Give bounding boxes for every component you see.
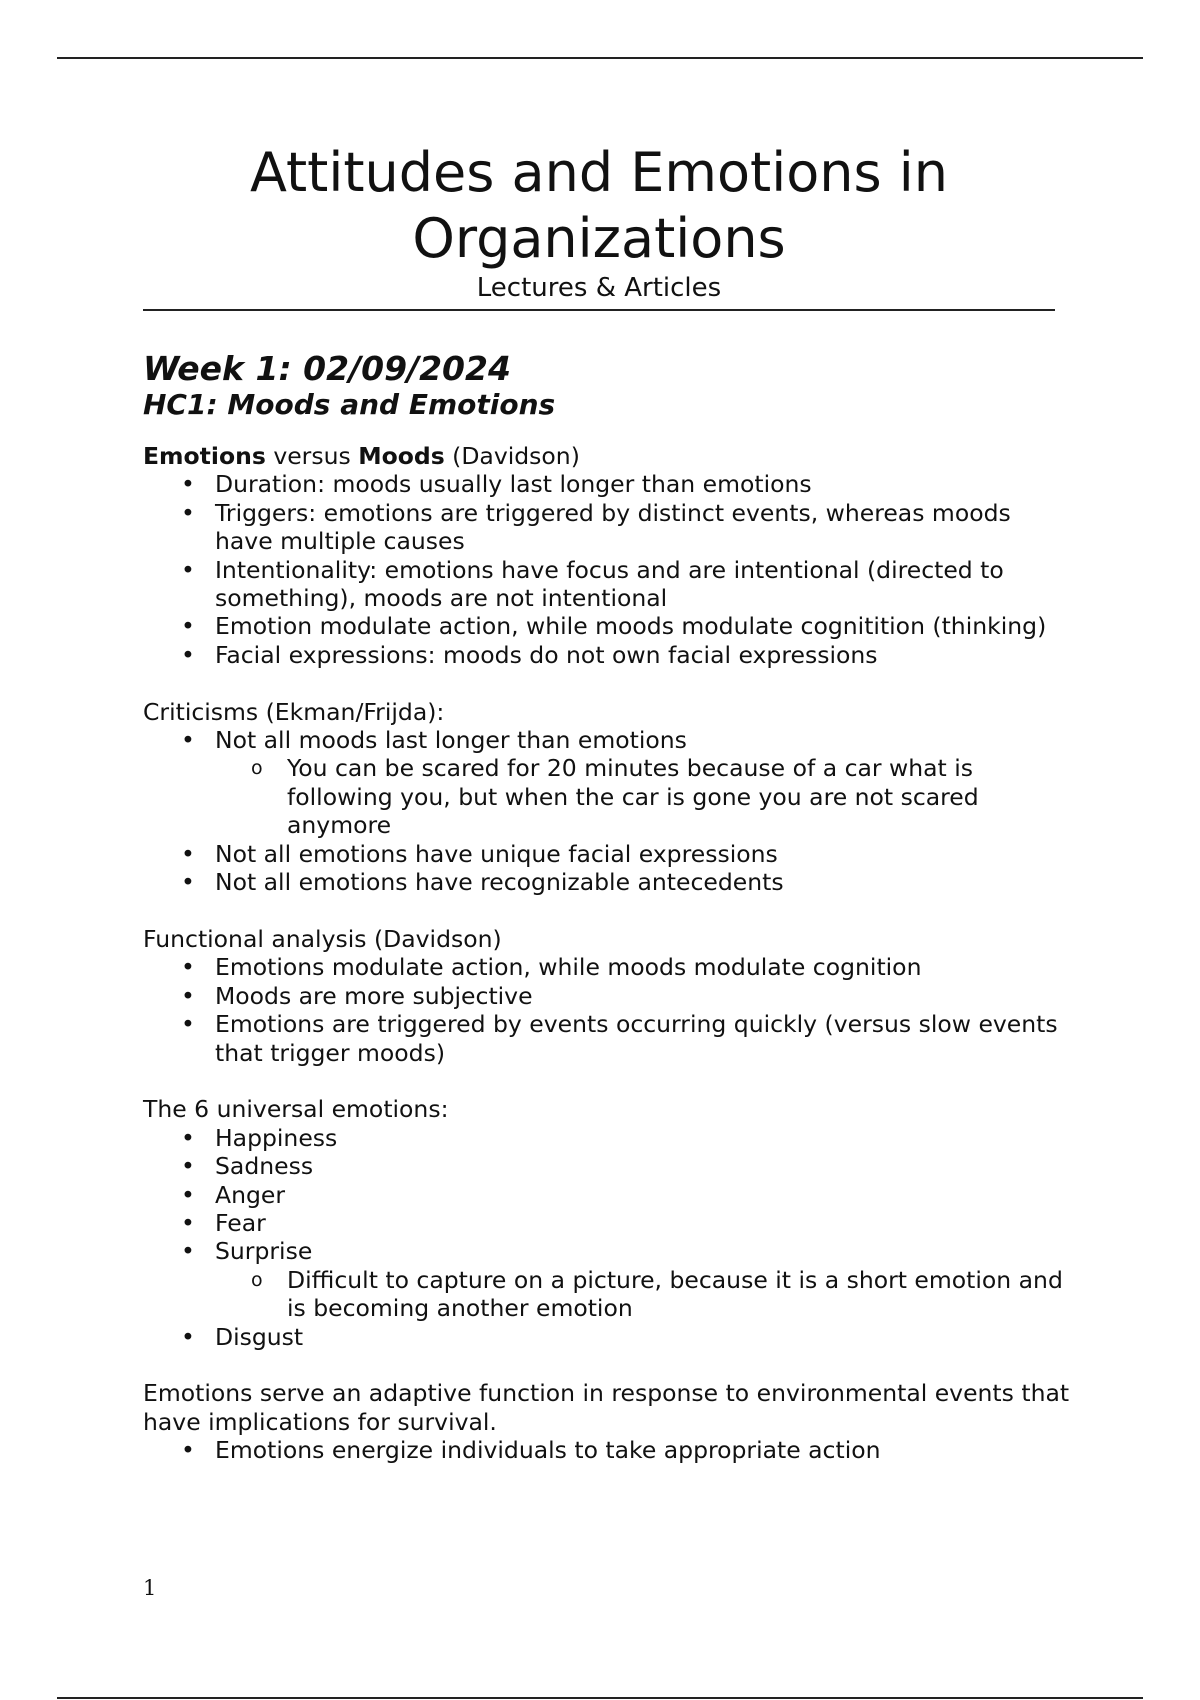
- bullet-icon: •: [181, 1010, 195, 1039]
- list-item-text: Emotion modulate action, while moods modulate cognitition (thinking): [215, 612, 1047, 641]
- list-item-text: Moods are more subjective: [215, 981, 533, 1010]
- list-item: [181, 1180, 1073, 1209]
- list-item: [181, 981, 1073, 1010]
- list-item-text: Emotions energize individuals to take appropriate action: [215, 1436, 881, 1465]
- emotions-term: Emotions: [143, 442, 266, 470]
- document-body: [143, 350, 1073, 1465]
- sub-list: [215, 754, 1073, 839]
- list-item-text: Triggers: emotions are triggered by distinct events, whereas moods have multiple causes: [215, 498, 1011, 556]
- sub-bullet-icon: o: [251, 757, 263, 780]
- bullet-icon: •: [181, 555, 195, 584]
- sub-list-item-text: You can be scared for 20 minutes because of a car what is following you, but when the car is gone you are not scared anymore: [287, 754, 979, 840]
- moods-term: Moods: [358, 442, 445, 470]
- bottom-border-line: [57, 1697, 1143, 1699]
- functional-analysis-heading: Functional analysis (Davidson): [143, 924, 502, 953]
- list-item: [181, 1237, 1073, 1323]
- list-item: [181, 640, 1073, 669]
- universal-emotions-heading: The 6 universal emotions:: [143, 1095, 449, 1124]
- emotions-vs-moods-heading: [143, 442, 1073, 470]
- adaptive-function-list: [143, 1436, 1073, 1464]
- bullet-icon: •: [181, 839, 195, 868]
- list-item: [181, 470, 1073, 499]
- document-title-block: [143, 140, 1055, 304]
- document-subtitle: Lectures & Articles: [476, 273, 722, 303]
- bullet-icon: •: [181, 470, 195, 499]
- title-line-2: Organizations: [412, 207, 786, 270]
- source-text: (Davidson): [444, 442, 580, 470]
- list-item: [181, 555, 1073, 613]
- sub-bullet-icon: o: [251, 1268, 263, 1291]
- list-item: [181, 868, 1073, 897]
- list-item-text: Emotions modulate action, while moods modulate cognition: [215, 953, 922, 982]
- list-item-text: Happiness: [215, 1123, 338, 1152]
- title-line-1: Attitudes and Emotions in: [249, 141, 949, 204]
- list-item-text: Disgust: [215, 1322, 304, 1351]
- top-border-line: [57, 57, 1143, 59]
- list-item-text: Surprise: [215, 1237, 313, 1266]
- list-item: [181, 1322, 1073, 1351]
- bullet-icon: •: [181, 1237, 195, 1266]
- bullet-icon: •: [181, 868, 195, 897]
- sub-list: [215, 1266, 1073, 1323]
- bullet-icon: •: [181, 1123, 195, 1152]
- bullet-icon: •: [181, 1180, 195, 1209]
- title-underline: [143, 309, 1055, 311]
- list-item-text: Not all emotions have recognizable antecedents: [215, 868, 784, 897]
- bullet-icon: •: [181, 1208, 195, 1237]
- list-item-text: Fear: [215, 1208, 266, 1237]
- bullet-icon: •: [181, 726, 195, 755]
- universal-emotions-list: [143, 1124, 1073, 1351]
- lecture-heading: HC1: Moods and Emotions: [143, 388, 556, 421]
- bullet-icon: •: [181, 640, 195, 669]
- week-heading: Week 1: 02/09/2024: [143, 349, 511, 388]
- criticisms-heading: Criticisms (Ekman/Frijda):: [143, 697, 445, 726]
- criticisms-list: [143, 726, 1073, 896]
- list-item: [181, 498, 1073, 556]
- list-item: [181, 726, 1073, 840]
- list-item: [181, 1010, 1073, 1067]
- adaptive-function-paragraph: Emotions serve an adaptive function in response to environmental events that have implications for survival.: [143, 1379, 1070, 1436]
- list-item: [181, 1208, 1073, 1237]
- functional-analysis-list: [143, 953, 1073, 1067]
- bullet-icon: •: [181, 953, 195, 982]
- list-item-text: Duration: moods usually last longer than emotions: [215, 470, 812, 499]
- bullet-icon: •: [181, 981, 195, 1010]
- emotions-vs-moods-list: [143, 470, 1073, 669]
- list-item-text: Sadness: [215, 1152, 314, 1181]
- bullet-icon: •: [181, 498, 195, 527]
- bullet-icon: •: [181, 1152, 195, 1181]
- list-item: [181, 953, 1073, 982]
- list-item-text: Not all moods last longer than emotions: [215, 726, 687, 755]
- list-item-text: Not all emotions have unique facial expressions: [215, 839, 778, 868]
- bullet-icon: •: [181, 612, 195, 641]
- list-item: [181, 839, 1073, 868]
- list-item: [181, 1123, 1073, 1152]
- list-item: [181, 612, 1073, 641]
- versus-text: versus: [265, 442, 359, 470]
- list-item-text: Facial expressions: moods do not own facial expressions: [215, 640, 878, 669]
- list-item-text: Emotions are triggered by events occurring quickly (versus slow events that trigger moods): [215, 1010, 1058, 1067]
- list-item-text: Anger: [215, 1180, 286, 1209]
- list-item: [181, 1152, 1073, 1181]
- sub-list-item-text: Difficult to capture on a picture, because it is a short emotion and is becoming another emotion: [287, 1265, 1063, 1323]
- list-item-text: Intentionality: emotions have focus and are intentional (directed to something), moods are not intentional: [215, 555, 1004, 613]
- bullet-icon: •: [181, 1322, 195, 1351]
- bullet-icon: •: [181, 1436, 195, 1465]
- sub-list-item: [251, 1265, 1073, 1323]
- list-item: [181, 1436, 1073, 1465]
- document-title: [143, 140, 1055, 272]
- sub-list-item: [251, 754, 1073, 840]
- page-number: 1: [143, 1576, 157, 1600]
